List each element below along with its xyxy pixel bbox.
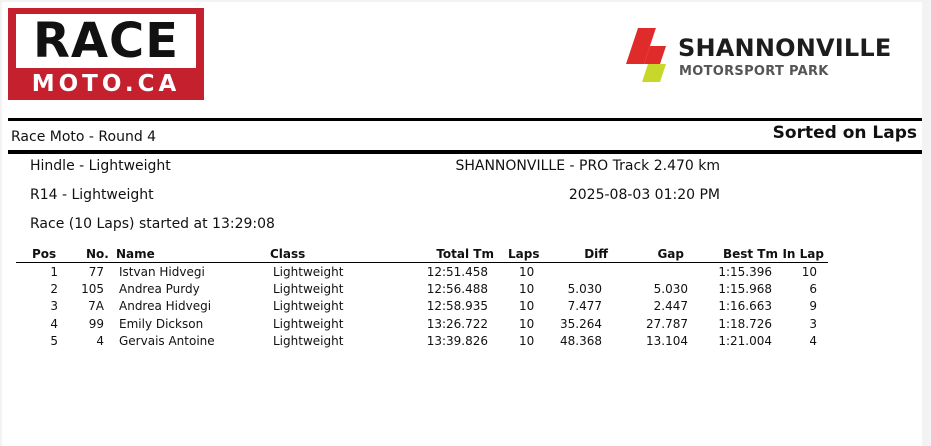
cell-laps: 10	[519, 282, 535, 297]
cell-total: 13:26.722	[426, 316, 488, 331]
cell-best: 1:16.663	[718, 299, 772, 314]
shannonville-subtitle: MOTORSPORT PARK	[679, 64, 829, 79]
cell-total: 13:39.826	[426, 333, 488, 348]
cell-laps: 10	[519, 265, 535, 279]
cell-name: Andrea Hidvegi	[119, 299, 212, 314]
cell-class: Lightweight	[273, 282, 344, 297]
cell-best: 1:15.968	[718, 282, 772, 297]
group-label: R14 - Lightweight	[30, 187, 154, 203]
column-header-class: Class	[270, 247, 306, 261]
cell-pos: 4	[50, 316, 58, 331]
header-underline	[16, 262, 828, 263]
cell-class: Lightweight	[273, 265, 344, 279]
session-class: Hindle - Lightweight	[30, 158, 171, 174]
column-header-diff: Diff	[584, 247, 608, 261]
cell-name: Andrea Purdy	[119, 282, 200, 297]
cell-gap: 27.787	[646, 316, 688, 331]
cell-diff: 5.030	[567, 282, 602, 297]
flag-square-yellow	[642, 64, 666, 82]
cell-pos: 3	[50, 299, 58, 314]
racemoto-logo-moto-text: MOTO.CA	[31, 71, 181, 97]
cell-class: Lightweight	[273, 316, 344, 331]
cell-name: Emily Dickson	[119, 316, 204, 331]
shannonville-name: SHANNONVILLE	[678, 34, 892, 62]
column-header-laps: Laps	[508, 247, 540, 261]
cell-class: Lightweight	[273, 333, 344, 348]
header-bottom-rule	[8, 150, 922, 154]
cell-name: Gervais Antoine	[119, 333, 215, 348]
cell-class: Lightweight	[273, 299, 344, 314]
track-info: SHANNONVILLE - PRO Track 2.470 km	[455, 158, 720, 174]
cell-no: 105	[81, 282, 104, 297]
cell-laps: 10	[519, 333, 535, 348]
column-header-inlap: In Lap	[782, 247, 824, 261]
cell-pos: 5	[50, 333, 58, 348]
event-title: Race Moto - Round 4	[11, 129, 157, 145]
cell-no: 77	[88, 265, 104, 279]
cell-gap: 13.104	[646, 333, 688, 348]
cell-total: 12:51.458	[426, 265, 488, 279]
cell-laps: 10	[519, 316, 535, 331]
column-header-name: Name	[116, 247, 155, 261]
cell-diff: 7.477	[567, 299, 602, 314]
cell-inlap: 9	[809, 299, 817, 314]
racemoto-logo	[8, 8, 204, 100]
cell-inlap: 6	[809, 282, 817, 297]
cell-gap: 2.447	[653, 299, 688, 314]
results-page	[2, 2, 922, 446]
cell-name: Istvan Hidvegi	[119, 265, 205, 279]
racemoto-logo-top	[16, 14, 196, 68]
cell-pos: 2	[50, 282, 58, 297]
cell-pos: 1	[50, 265, 58, 279]
header-top-rule	[8, 118, 922, 121]
cell-inlap: 10	[801, 265, 817, 279]
cell-no: 4	[96, 333, 104, 348]
column-header-pos: Pos	[32, 247, 57, 261]
cell-total: 12:58.935	[426, 299, 488, 314]
column-header-gap: Gap	[657, 247, 684, 261]
race-datetime: 2025-08-03 01:20 PM	[568, 187, 720, 203]
cell-laps: 10	[519, 299, 535, 314]
column-header-no: No.	[86, 247, 109, 261]
cell-best: 1:18.726	[718, 316, 772, 331]
cell-total: 12:56.488	[426, 282, 488, 297]
cell-no: 99	[88, 316, 104, 331]
cell-diff: 48.368	[560, 333, 602, 348]
sort-label: Sorted on Laps	[772, 123, 917, 143]
shannonville-flag-icon	[626, 24, 678, 90]
shannonville-logo	[626, 24, 922, 90]
race-start-line: Race (10 Laps) started at 13:29:08	[30, 216, 275, 232]
cell-inlap: 4	[809, 333, 817, 348]
cell-best: 1:15.396	[718, 265, 772, 279]
column-header-best: Best Tm	[722, 247, 778, 261]
cell-gap: 5.030	[653, 282, 688, 297]
column-header-total: Total Tm	[436, 247, 494, 261]
cell-best: 1:21.004	[718, 333, 772, 348]
cell-no: 7A	[88, 299, 104, 314]
cell-diff: 35.264	[560, 316, 602, 331]
racemoto-logo-race-text: RACE	[32, 13, 180, 69]
cell-inlap: 3	[809, 316, 817, 331]
